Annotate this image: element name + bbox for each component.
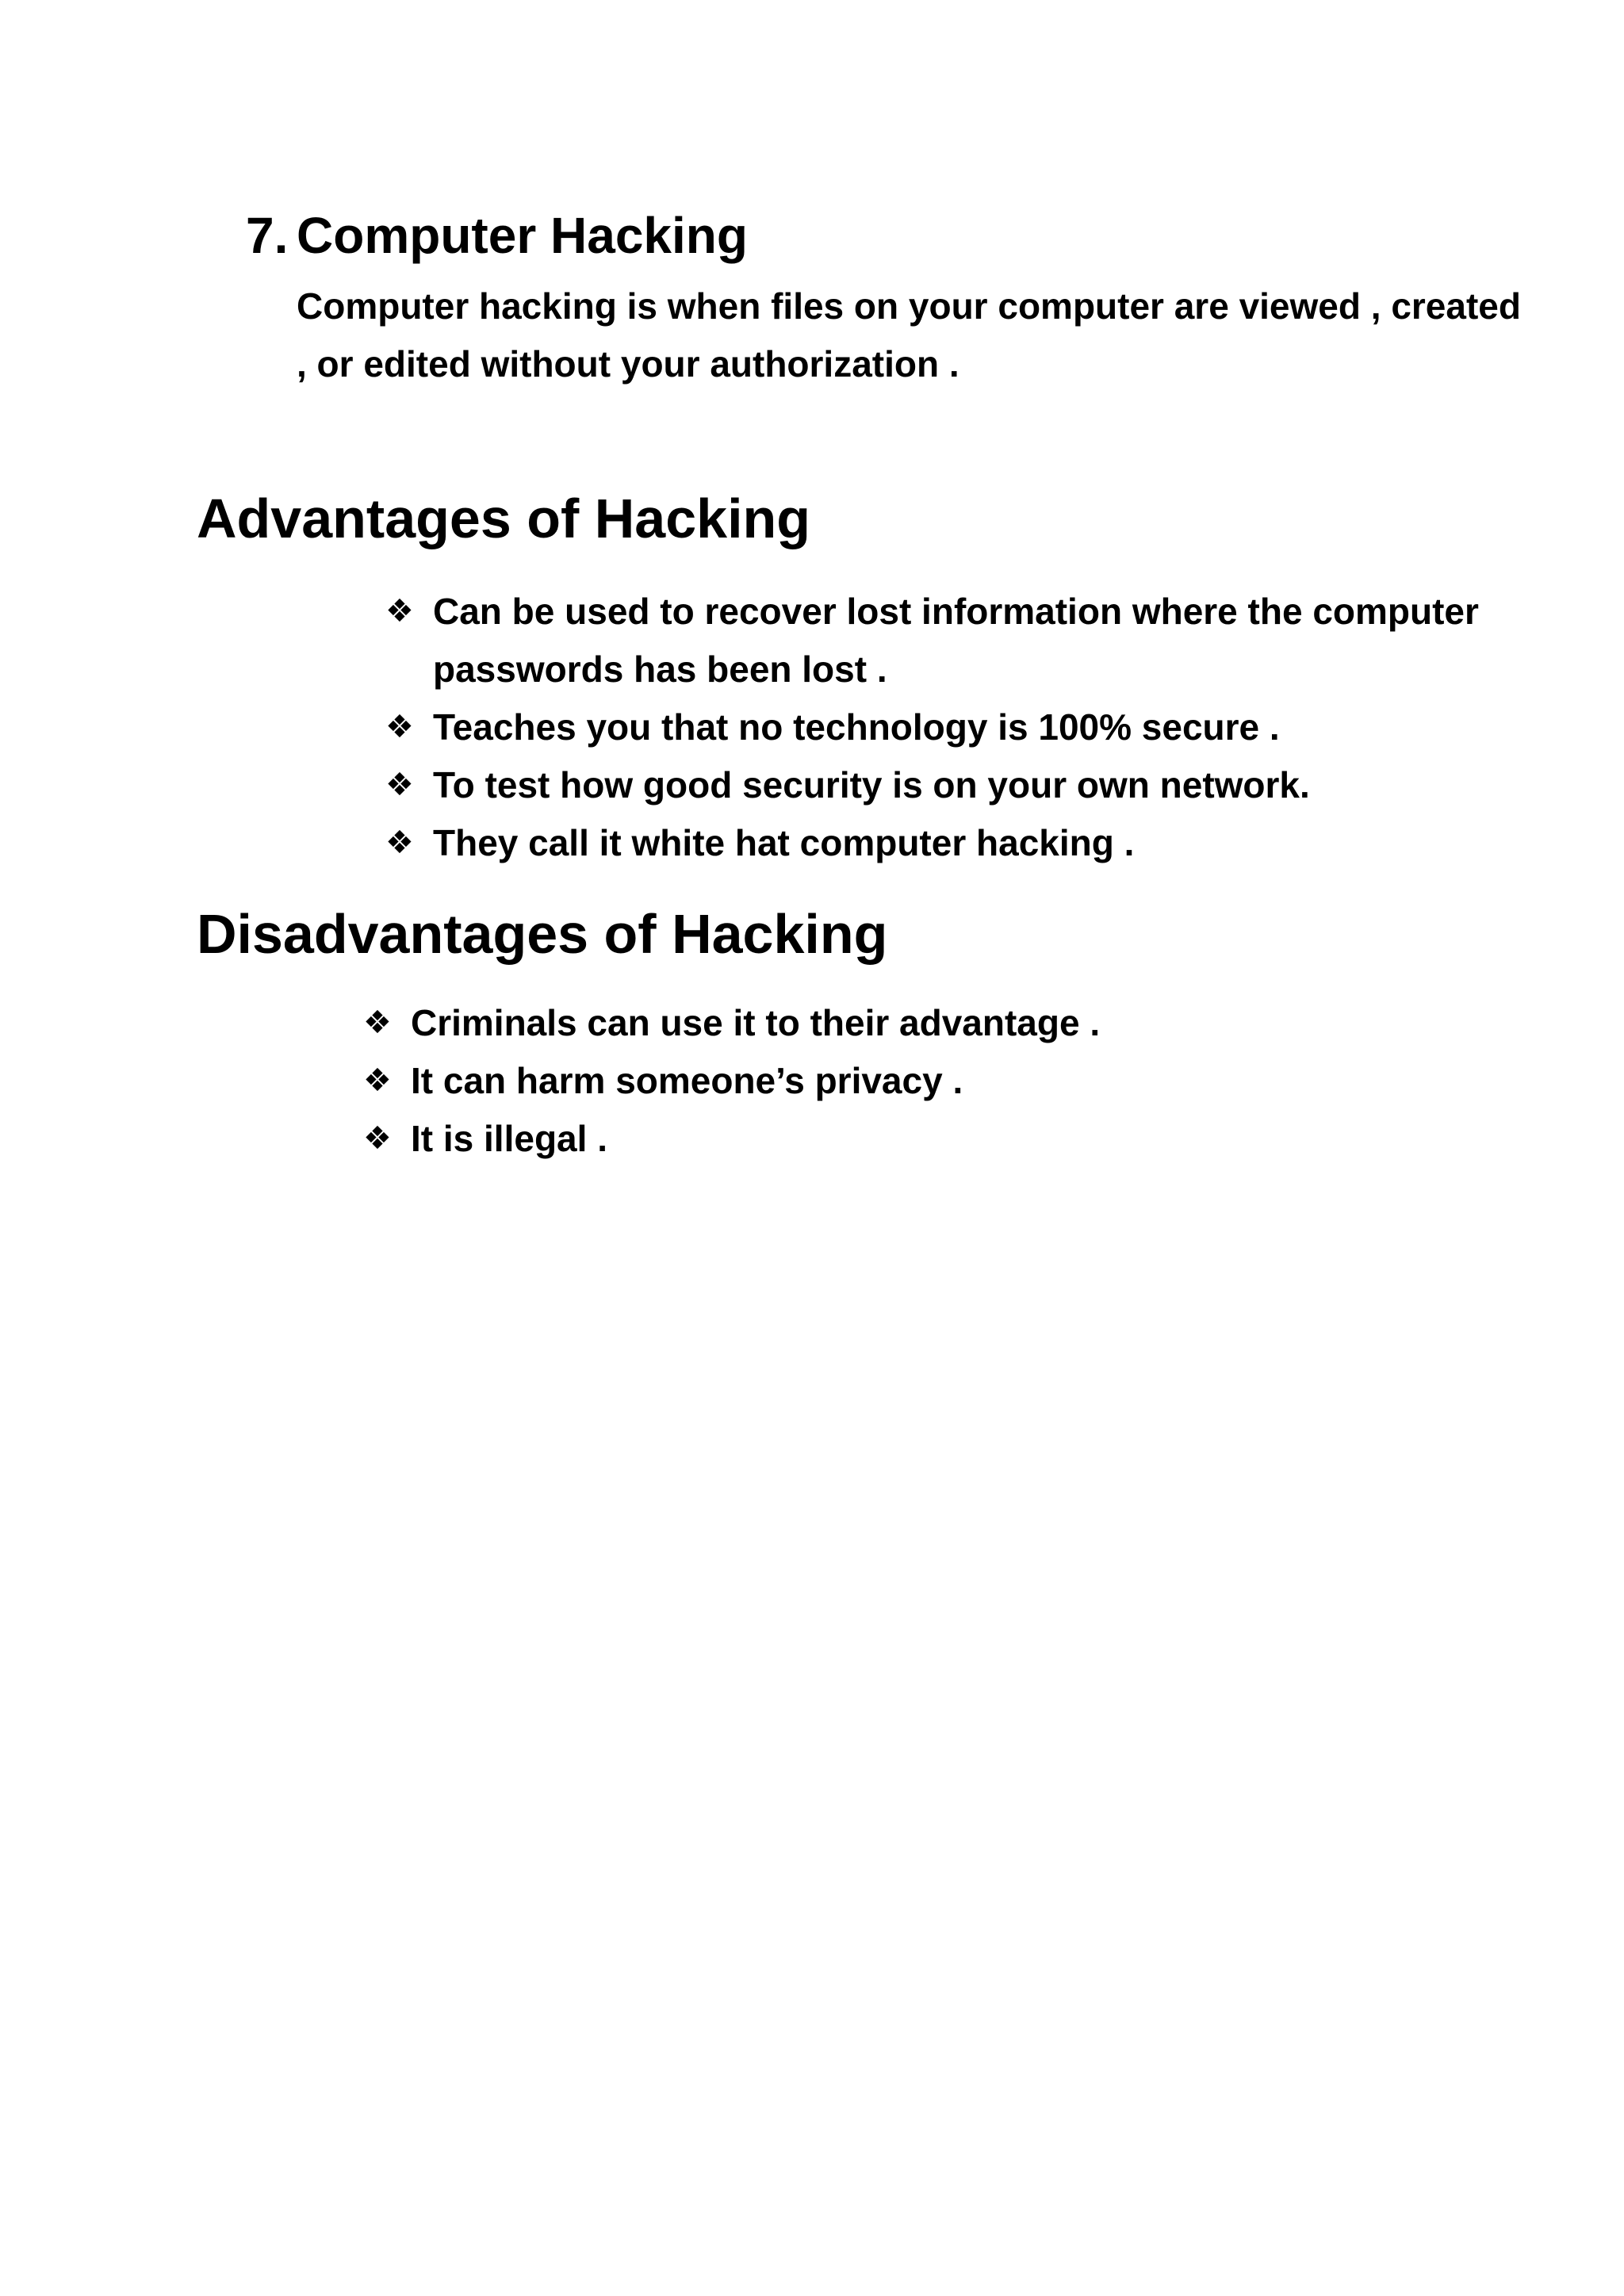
list-item	[385, 814, 1559, 872]
list-item	[363, 994, 1537, 1052]
list-item	[385, 756, 1559, 814]
disadvantages-list	[363, 994, 1537, 1168]
advantages-list	[385, 583, 1559, 872]
diamond-bullet-icon: ❖	[363, 1004, 392, 1041]
list-item	[385, 583, 1559, 698]
section-title: Computer Hacking	[297, 207, 748, 264]
section-description: Computer hacking is when files on your computer are viewed , created , or edited without your authorization .	[297, 285, 1521, 385]
list-item-text: Can be used to recover lost information where the computer passwords has been lost .	[433, 591, 1479, 690]
list-item-text: They call it white hat computer hacking .	[433, 822, 1135, 863]
list-item	[363, 1052, 1537, 1110]
disadvantages-heading: Disadvantages of Hacking	[197, 903, 888, 965]
list-item-text: Criminals can use it to their advantage .	[411, 1002, 1101, 1043]
list-item-text: It is illegal .	[411, 1118, 607, 1159]
diamond-bullet-icon: ❖	[385, 767, 414, 803]
list-item-text: It can harm someone’s privacy .	[411, 1060, 963, 1101]
advantages-heading: Advantages of Hacking	[197, 488, 811, 549]
diamond-bullet-icon: ❖	[363, 1120, 392, 1157]
list-item	[385, 698, 1559, 756]
list-item-text: Teaches you that no technology is 100% secure .	[433, 706, 1280, 748]
diamond-bullet-icon: ❖	[385, 593, 414, 629]
list-item-text: To test how good security is on your own network.	[433, 764, 1310, 806]
section-heading	[246, 205, 748, 266]
diamond-bullet-icon: ❖	[385, 709, 414, 745]
list-item	[363, 1110, 1537, 1168]
section-number: 7.	[246, 207, 289, 264]
diamond-bullet-icon: ❖	[363, 1062, 392, 1099]
diamond-bullet-icon: ❖	[385, 825, 414, 861]
